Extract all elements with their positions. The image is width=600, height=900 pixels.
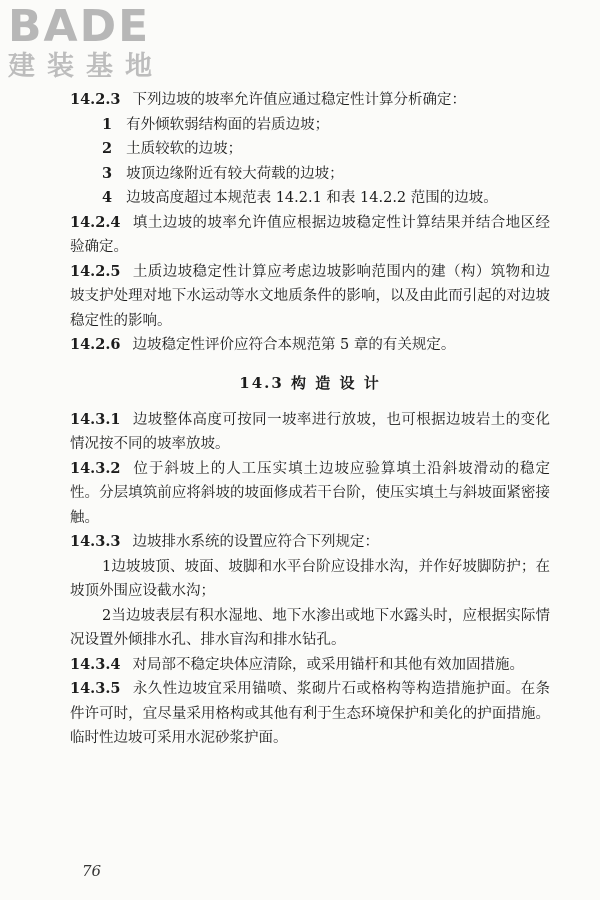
- clause-14-2-6: [70, 333, 550, 358]
- list-item: [70, 137, 550, 162]
- sub-item: [70, 604, 550, 653]
- clause-text: 边坡稳定性评价应符合本规范第 5 章的有关规定。: [132, 337, 456, 353]
- clause-14-3-1: [70, 408, 550, 457]
- page-number: 76: [82, 862, 102, 880]
- item-number: 1: [102, 115, 113, 133]
- clause-14-3-3: [70, 530, 550, 555]
- item-number: 2: [102, 607, 112, 624]
- clause-14-3-2: [70, 457, 550, 531]
- item-number: 1: [102, 558, 112, 575]
- clause-number: 14.3.1: [70, 410, 121, 428]
- clause-number: 14.3.4: [70, 655, 121, 673]
- clause-number: 14.3.3: [70, 533, 121, 550]
- item-number: 3: [102, 164, 113, 182]
- document-body: [70, 88, 550, 751]
- clause-text: 位于斜坡上的人工压实填土边坡应验算填土沿斜坡滑动的稳定性。分层填筑前应将斜坡的坡面修成若干台阶，使压实填土与斜坡面紧密接触。: [70, 460, 550, 526]
- list-item: [70, 113, 550, 138]
- clause-14-2-3: [70, 88, 550, 113]
- item-text: 边坡坡顶、坡面、坡脚和水平台阶应设排水沟，并作好坡脚防护；在坡顶外围应设截水沟；: [70, 558, 550, 599]
- clause-number: 14.2.6: [70, 336, 121, 353]
- item-text: 有外倾软弱结构面的岩质边坡；: [126, 116, 330, 133]
- clause-text: 永久性边坡宜采用锚喷、浆砌片石或格构等构造措施护面。在条件许可时，宜尽量采用格构或其他有利于生态环境保护和美化的护面措施。临时性边坡可采用水泥砂浆护面。: [70, 681, 550, 746]
- clause-text: 对局部不稳定块体应清除，或采用锚杆和其他有效加固措施。: [132, 656, 524, 673]
- item-text: 土质较软的边坡；: [126, 141, 243, 157]
- watermark-subtitle: 建装基地: [8, 51, 164, 82]
- clause-text: 下列边坡的坡率允许值应通过稳定性计算分析确定：: [132, 92, 466, 108]
- clause-number: 14.3.2: [70, 459, 121, 477]
- clause-14-3-4: [70, 653, 550, 678]
- clause-text: 边坡整体高度可按同一坡率进行放坡，也可根据边坡岩土的变化情况按不同的坡率放坡。: [70, 411, 550, 452]
- item-text: 当边坡表层有积水湿地、地下水渗出或地下水露头时，应根据实际情况设置外倾排水孔、排水盲沟和排水钻孔。: [70, 607, 550, 648]
- clause-14-3-5: [70, 677, 550, 751]
- watermark-brand: BADE: [8, 1, 151, 52]
- clause-number: 14.2.4: [70, 213, 121, 231]
- clause-text: 填土边坡的坡率允许值应根据边坡稳定性计算结果并结合地区经验确定。: [70, 214, 550, 255]
- sub-item: [70, 555, 550, 604]
- clause-number: 14.2.5: [70, 262, 121, 280]
- clause-text: 土质边坡稳定性计算应考虑边坡影响范围内的建（构）筑物和边坡支护处理对地下水运动等水文地质条件的影响，以及由此而引起的对边坡稳定性的影响。: [70, 263, 550, 329]
- clause-14-2-5: [70, 260, 550, 334]
- watermark-logo: [8, 1, 164, 82]
- clause-text: 边坡排水系统的设置应符合下列规定：: [132, 534, 379, 550]
- clause-number: 14.3.5: [70, 680, 121, 697]
- list-item: [70, 162, 550, 187]
- section-heading: 14.3 构 造 设 计: [239, 373, 381, 392]
- list-item: [70, 186, 550, 211]
- item-text: 边坡高度超过本规范表 14.2.1 和表 14.2.2 范围的边坡。: [126, 190, 498, 206]
- clause-number: 14.2.3: [70, 91, 121, 108]
- item-number: 2: [102, 140, 113, 157]
- item-number: 4: [102, 189, 113, 206]
- clause-14-2-4: [70, 211, 550, 260]
- item-text: 坡顶边缘附近有较大荷载的边坡；: [126, 165, 344, 182]
